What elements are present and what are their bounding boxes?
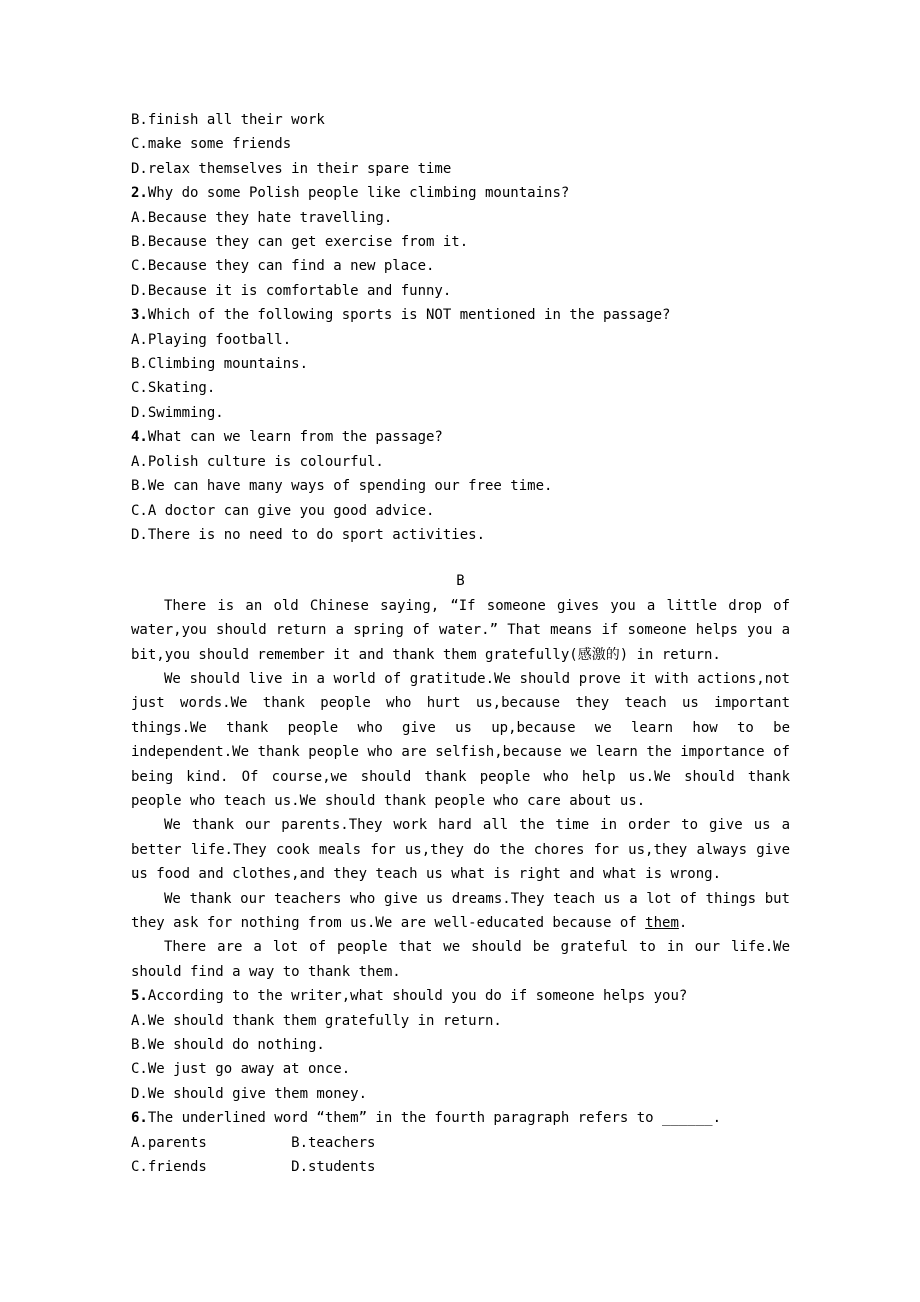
q2-option-c: C.Because they can find a new place. <box>131 258 435 275</box>
q1-option-d: D.relax themselves in their spare time <box>131 160 452 177</box>
question-3 <box>131 303 790 327</box>
question-5-text: According to the writer,what should you do if someone helps you? <box>147 988 688 1005</box>
q5-option-c: C.We just go away at once. <box>131 1061 351 1078</box>
passage-paragraph-4 <box>131 887 790 936</box>
question-4-number: 4. <box>131 429 148 446</box>
q5-option-a: A.We should thank them gratefully in return. <box>131 1012 502 1029</box>
q2-option-a: A.Because they hate travelling. <box>131 209 393 226</box>
question-4 <box>131 425 790 449</box>
question-5 <box>131 984 790 1008</box>
underlined-word-them: them <box>645 915 679 931</box>
q3-option-b: B.Climbing mountains. <box>131 356 309 373</box>
question-2 <box>131 181 790 205</box>
passage-paragraph-3: We thank our parents.They work hard all the time in order to give us a better life.They cook meals for us,they do the chores for us,they always give us food and clothes,and they teach us what is right and what is wrong. <box>131 817 790 883</box>
question-3-number: 3. <box>131 307 148 324</box>
q2-option-d: D.Because it is comfortable and funny. <box>131 282 452 299</box>
q4-option-a: A.Polish culture is colourful. <box>131 453 384 470</box>
question-4-text: What can we learn from the passage? <box>147 429 443 446</box>
question-2-number: 2. <box>131 185 148 202</box>
q3-option-a: A.Playing football. <box>131 331 292 348</box>
q2-option-b: B.Because they can get exercise from it. <box>131 234 469 251</box>
q4-option-d: D.There is no need to do sport activities. <box>131 526 486 543</box>
q3-option-d: D.Swimming. <box>131 404 224 421</box>
q1-option-c: C.make some friends <box>131 136 292 153</box>
paragraph-4-pre-text: We thank our teachers who give us dreams.They teach us a lot of things but they ask for nothing from us.We are well-educated because of <box>131 890 790 931</box>
question-2-text: Why do some Polish people like climbing mountains? <box>147 185 570 202</box>
q5-option-d: D.We should give them money. <box>131 1085 368 1102</box>
q5-option-b: B.We should do nothing. <box>131 1037 325 1054</box>
q3-option-c: C.Skating. <box>131 380 216 397</box>
passage-paragraph-5: There are a lot of people that we should be grateful to in our life.We should find a way to thank them. <box>131 939 790 980</box>
question-3-text: Which of the following sports is NOT mentioned in the passage? <box>147 307 671 324</box>
passage-paragraph-1: There is an old Chinese saying, “If someone gives you a little drop of water,you should return a spring of water.” That means if someone helps you a bit,you should remember it and thank them gratefully(感激的) in return. <box>131 597 790 663</box>
q1-option-b: B.finish all their work <box>131 112 325 128</box>
q6-options-row-cd: C.friends D.students <box>131 1159 376 1176</box>
section-b-header: B <box>456 573 465 590</box>
q4-option-c: C.A doctor can give you good advice. <box>131 502 435 519</box>
question-6-text: The underlined word “them” in the fourth paragraph refers to ______. <box>147 1110 722 1127</box>
paragraph-4-post-text: . <box>678 915 688 931</box>
question-6-number: 6. <box>131 1110 148 1127</box>
q6-options-row-ab: A.parents B.teachers <box>131 1134 376 1151</box>
q4-option-b: B.We can have many ways of spending our free time. <box>131 478 553 495</box>
passage-paragraph-2: We should live in a world of gratitude.We should prove it with actions,not just words.We thank people who hurt us,because they teach us important things.We thank people who give us up,because we learn how to be independent.We thank people who are selfish,because we learn the importance of being kind. Of course,we should thank people who help us.We should thank people who teach us.We should thank people who care about us. <box>131 670 790 809</box>
question-6 <box>131 1106 790 1130</box>
question-5-number: 5. <box>131 988 148 1005</box>
